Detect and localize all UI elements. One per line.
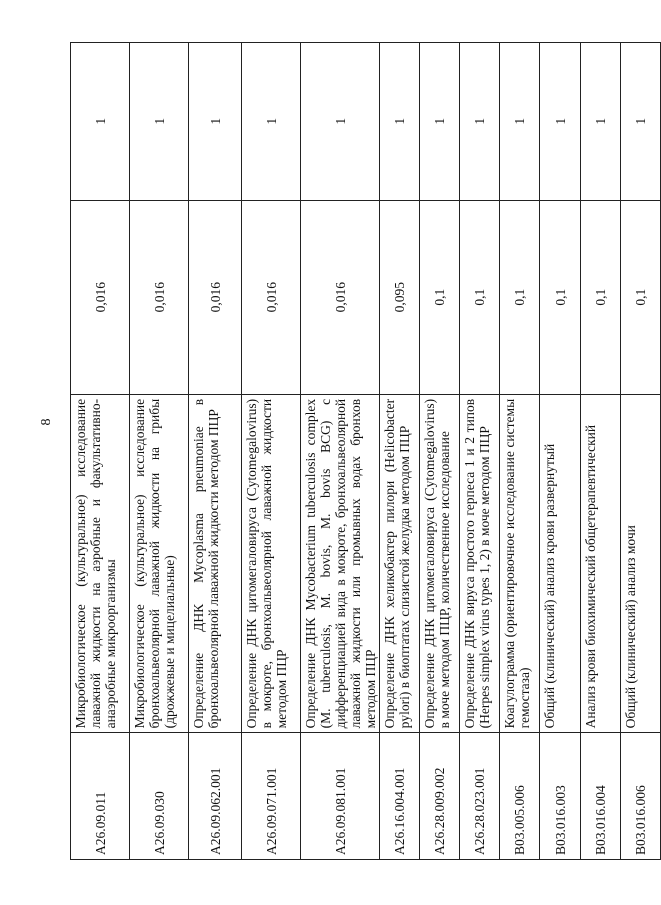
value-cell: 0,1 <box>460 200 500 394</box>
services-table <box>70 42 661 860</box>
value-cell: 0,1 <box>420 200 460 394</box>
table-row <box>189 43 242 860</box>
count-cell: 1 <box>540 43 581 201</box>
table-row <box>460 43 500 860</box>
count-cell: 1 <box>460 43 500 201</box>
value-cell: 0,016 <box>242 200 301 394</box>
rotated-table-container <box>70 42 648 860</box>
name-cell: Общий (клинический) анализ мочи <box>621 394 661 733</box>
code-cell: A26.28.023.001 <box>460 733 500 860</box>
count-cell: 1 <box>71 43 130 201</box>
table-row <box>420 43 460 860</box>
value-cell: 0,1 <box>621 200 661 394</box>
name-cell: Анализ крови биохимический общетерапевтический <box>581 394 621 733</box>
table-row <box>301 43 380 860</box>
value-cell: 0,1 <box>500 200 540 394</box>
page-number: 8 <box>39 418 54 426</box>
code-cell: B03.016.006 <box>621 733 661 860</box>
count-cell: 1 <box>130 43 189 201</box>
count-cell: 1 <box>380 43 420 201</box>
table-row <box>500 43 540 860</box>
code-cell: B03.016.004 <box>581 733 621 860</box>
code-cell: A26.09.081.001 <box>301 733 380 860</box>
table-row <box>71 43 130 860</box>
name-cell: Микробиологическое (культуральное) исследование лаважной жидкости на аэробные и факультативно-анаэробные микроорганизмы <box>71 394 130 733</box>
name-cell: Определение ДНК хеликобактер пилори (Helicobacter pylori) в биоптатах слизистой желудка методом ПЦР <box>380 394 420 733</box>
name-cell: Общий (клинический) анализ крови развернутый <box>540 394 581 733</box>
count-cell: 1 <box>301 43 380 201</box>
services-table-body <box>71 43 661 860</box>
value-cell: 0,1 <box>540 200 581 394</box>
value-cell: 0,016 <box>301 200 380 394</box>
count-cell: 1 <box>189 43 242 201</box>
value-cell: 0,095 <box>380 200 420 394</box>
count-cell: 1 <box>242 43 301 201</box>
table-row <box>130 43 189 860</box>
count-cell: 1 <box>621 43 661 201</box>
code-cell: A26.16.004.001 <box>380 733 420 860</box>
name-cell: Коагулограмма (ориентировочное исследование системы гемостаза) <box>500 394 540 733</box>
value-cell: 0,016 <box>71 200 130 394</box>
code-cell: A26.28.009.002 <box>420 733 460 860</box>
code-cell: B03.005.006 <box>500 733 540 860</box>
code-cell: B03.016.003 <box>540 733 581 860</box>
count-cell: 1 <box>420 43 460 201</box>
name-cell: Определение ДНК цитомегаловируса (Cytomegalovirus) в моче методом ПЦР, количественное исследование <box>420 394 460 733</box>
code-cell: A26.09.030 <box>130 733 189 860</box>
code-cell: A26.09.071.001 <box>242 733 301 860</box>
table-row <box>581 43 621 860</box>
code-cell: A26.09.011 <box>71 733 130 860</box>
table-row <box>540 43 581 860</box>
value-cell: 0,016 <box>189 200 242 394</box>
value-cell: 0,1 <box>581 200 621 394</box>
name-cell: Определение ДНК вируса простого герпеса 1 и 2 типов (Herpes simplex virus types 1, 2) в моче методом ПЦР <box>460 394 500 733</box>
name-cell: Определение ДНК цитомегаловируса (Cytomegalovirus) в мокроте, бронхоальвеолярной лаважной жидкости методом ПЦР <box>242 394 301 733</box>
table-row <box>380 43 420 860</box>
name-cell: Определение ДНК Mycobacterium tuberculosis complex (M. tuberculosis, M. bovis, M. bovis BCG) с дифференциацией вида в мокроте, бронхоальвеолярной лаважной жидкости или промывных водах бронхов методом ПЦР <box>301 394 380 733</box>
table-row <box>621 43 661 860</box>
code-cell: A26.09.062.001 <box>189 733 242 860</box>
count-cell: 1 <box>500 43 540 201</box>
table-row <box>242 43 301 860</box>
value-cell: 0,016 <box>130 200 189 394</box>
count-cell: 1 <box>581 43 621 201</box>
name-cell: Микробиологическое (культуральное) исследование бронхоальвеолярной лаважной жидкости на грибы (дрожжевые и мицелиальные) <box>130 394 189 733</box>
name-cell: Определение ДНК Mycoplasma pneumoniae в бронхоальвеолярной лаважной жидкости методом ПЦР <box>189 394 242 733</box>
